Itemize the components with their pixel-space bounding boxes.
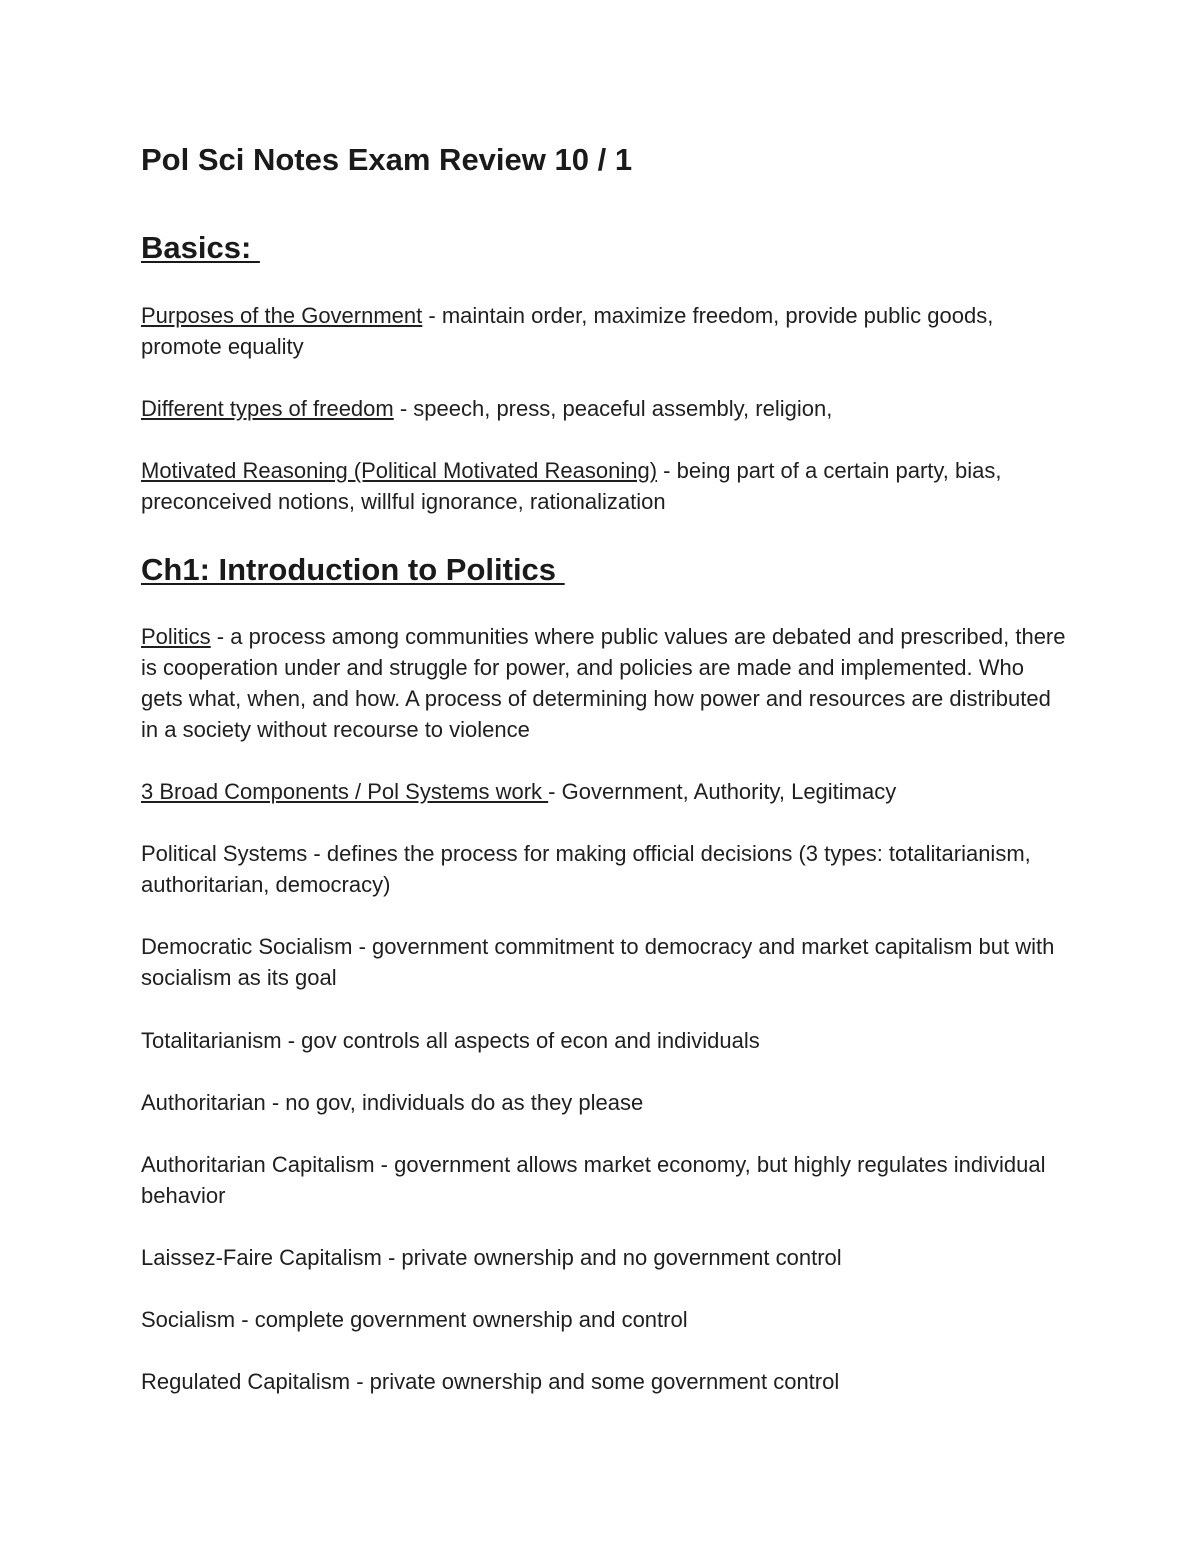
entry-term: Laissez-Faire Capitalism [141,1245,382,1270]
entry-definition: - maintain order, maximize freedom, provide public goods, promote equality [141,303,994,359]
entry-authoritarian [141,1087,1071,1118]
entry-term: Purposes of the Government [141,303,423,328]
entry-definition: - complete government ownership and control [235,1307,688,1332]
entry-definition: - being part of a certain party, bias, preconceived notions, willful ignorance, rationalization [141,458,1002,514]
entry-laissez-faire-capitalism [141,1242,1071,1273]
entry-term: 3 Broad Components / Pol Systems work [141,779,549,804]
entry-definition: - Government, Authority, Legitimacy [548,779,897,804]
section-heading-basics: Basics: [141,230,260,265]
entry-term: Authoritarian [141,1090,266,1115]
entry-definition: - private ownership and some government control [350,1369,840,1394]
entry-authoritarian-capitalism [141,1149,1071,1211]
entry-term: Politics [141,624,211,649]
entry-definition: - a process among communities where public values are debated and prescribed, there is cooperation under and struggle for power, and policies are made and implemented. Who gets what, when, and how. A process of determining how power and resources are distributed in a society without recourse to violence [141,624,1066,742]
entry-term: Motivated Reasoning (Political Motivated Reasoning) [141,458,658,483]
entry-regulated-capitalism [141,1366,1071,1397]
page-title: Pol Sci Notes Exam Review 10 / 1 [141,142,633,177]
entry-definition: - private ownership and no government control [381,1245,842,1270]
entry-term: Socialism [141,1307,236,1332]
section-heading-ch1: Ch1: Introduction to Politics [141,552,565,587]
entry-definition: - defines the process for making official decisions (3 types: totalitarianism, authoritarian, democracy) [141,841,1031,897]
entry-types-of-freedom [141,393,1071,424]
entry-definition: - government commitment to democracy and market capitalism but with socialism as its goal [141,934,1055,990]
entry-definition: - government allows market economy, but highly regulates individual behavior [141,1152,1046,1208]
entry-broad-components [141,776,1071,807]
entry-socialism [141,1304,1071,1335]
entry-term: Political Systems [141,841,308,866]
entry-democratic-socialism [141,931,1071,993]
entry-politics [141,621,1071,745]
entry-definition: - speech, press, peaceful assembly, religion, [393,396,833,421]
entry-totalitarianism [141,1025,1071,1056]
entry-definition: - no gov, individuals do as they please [265,1090,644,1115]
entry-term: Democratic Socialism [141,934,353,959]
entry-term: Authoritarian Capitalism [141,1152,375,1177]
entry-definition: - gov controls all aspects of econ and individuals [281,1028,760,1053]
entry-term: Different types of freedom [141,396,394,421]
entry-term: Regulated Capitalism [141,1369,351,1394]
entry-motivated-reasoning [141,455,1071,517]
entry-political-systems [141,838,1071,900]
entry-term: Totalitarianism [141,1028,282,1053]
entry-purposes-of-government [141,300,1071,362]
